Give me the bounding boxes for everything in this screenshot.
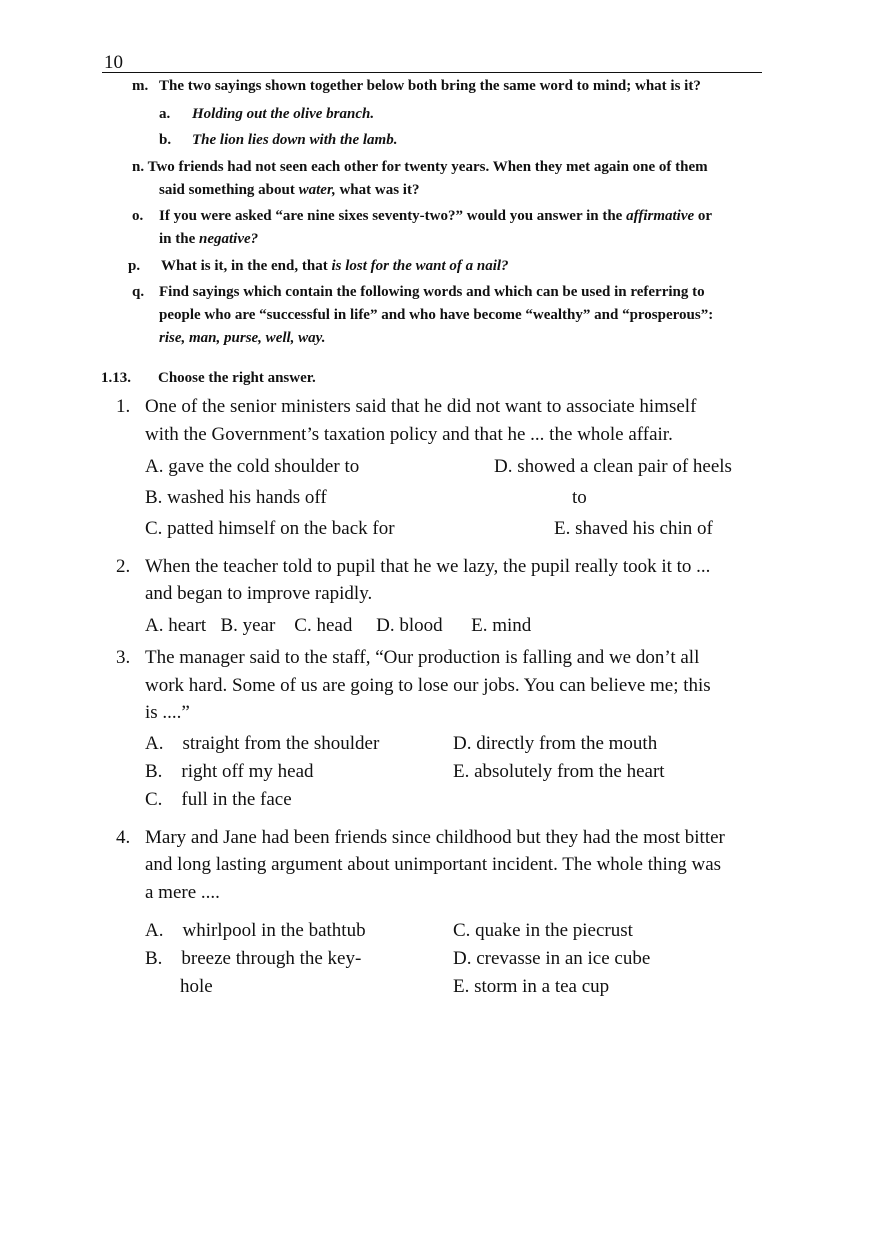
- mcq-4-option-c: C. quake in the piecrust: [453, 920, 633, 941]
- question-q-line2: people who are “successful in life” and who have become “wealthy” and “prosperous”:: [159, 307, 714, 323]
- section-title: Choose the right answer.: [158, 370, 316, 386]
- mcq-4-option-b-cont: hole: [180, 976, 213, 997]
- mcq-1-line1: One of the senior ministers said that he did not want to associate himself: [145, 396, 697, 417]
- mcq-4-line1: Mary and Jane had been friends since childhood but they had the most bitter: [145, 827, 725, 848]
- question-n-line2: said something about water, what was it?: [159, 182, 420, 198]
- question-p-text: What is it, in the end, that is lost for the want of a nail?: [161, 258, 509, 274]
- question-m-b-letter: b.: [159, 132, 172, 148]
- question-p-letter: p.: [128, 258, 141, 274]
- page-number: 10: [104, 52, 123, 73]
- question-m-a-letter: a.: [159, 106, 171, 122]
- mcq-1-option-d-cont: to: [572, 487, 587, 508]
- question-m-b-text: The lion lies down with the lamb.: [192, 132, 398, 148]
- mcq-4-line3: a mere ....: [145, 882, 220, 903]
- question-o-line1: If you were asked “are nine sixes seventy-two?” would you answer in the affirmative or: [159, 208, 713, 224]
- mcq-2-line1: When the teacher told to pupil that he we lazy, the pupil really took it to ...: [145, 556, 711, 577]
- mcq-2-options: A. heart B. year C. head D. blood E. mind: [145, 615, 532, 636]
- mcq-3-option-e: E. absolutely from the heart: [453, 761, 665, 782]
- question-o-line2: in the negative?: [159, 231, 259, 247]
- mcq-1-line2: with the Government’s taxation policy and that he ... the whole affair.: [145, 424, 673, 445]
- mcq-3-line3: is ....”: [145, 702, 190, 723]
- mcq-1-option-a: A. gave the cold shoulder to: [145, 456, 360, 477]
- mcq-3-number: 3.: [116, 647, 131, 668]
- mcq-4-option-b: B. breeze through the key-: [145, 948, 362, 969]
- mcq-4-option-e: E. storm in a tea cup: [453, 976, 610, 997]
- mcq-3-option-b: B. right off my head: [145, 761, 314, 782]
- mcq-3-option-d: D. directly from the mouth: [453, 733, 658, 754]
- mcq-4-option-d: D. crevasse in an ice cube: [453, 948, 651, 969]
- mcq-3-option-a: A. straight from the shoulder: [145, 733, 380, 754]
- question-m-a-text: Holding out the olive branch.: [192, 106, 375, 122]
- question-o-letter: o.: [132, 208, 144, 224]
- question-n-line1: n. Two friends had not seen each other for twenty years. When they met again one of them: [132, 159, 708, 175]
- mcq-1-option-e: E. shaved his chin of: [554, 518, 713, 539]
- mcq-1-option-c: C. patted himself on the back for: [145, 518, 395, 539]
- mcq-3-line1: The manager said to the staff, “Our production is falling and we don’t all: [145, 647, 700, 668]
- mcq-4-number: 4.: [116, 827, 131, 848]
- mcq-4-option-a: A. whirlpool in the bathtub: [145, 920, 366, 941]
- mcq-1-option-d: D. showed a clean pair of heels: [494, 456, 732, 477]
- section-number: 1.13.: [101, 370, 131, 386]
- question-q-line1: Find sayings which contain the following words and which can be used in referring to: [159, 284, 705, 300]
- mcq-2-line2: and began to improve rapidly.: [145, 583, 373, 604]
- question-m-letter: m.: [132, 78, 149, 94]
- mcq-1-number: 1.: [116, 396, 131, 417]
- question-q-line3: rise, man, purse, well, way.: [159, 330, 326, 346]
- header-rule: [102, 72, 762, 73]
- mcq-3-option-c: C. full in the face: [145, 789, 292, 810]
- question-m-text: The two sayings shown together below both bring the same word to mind; what is it?: [159, 78, 701, 94]
- mcq-3-line2: work hard. Some of us are going to lose our jobs. You can believe me; this: [145, 675, 711, 696]
- mcq-1-option-b: B. washed his hands off: [145, 487, 327, 508]
- mcq-2-number: 2.: [116, 556, 131, 577]
- question-q-letter: q.: [132, 284, 145, 300]
- mcq-4-line2: and long lasting argument about unimportant incident. The whole thing was: [145, 854, 722, 875]
